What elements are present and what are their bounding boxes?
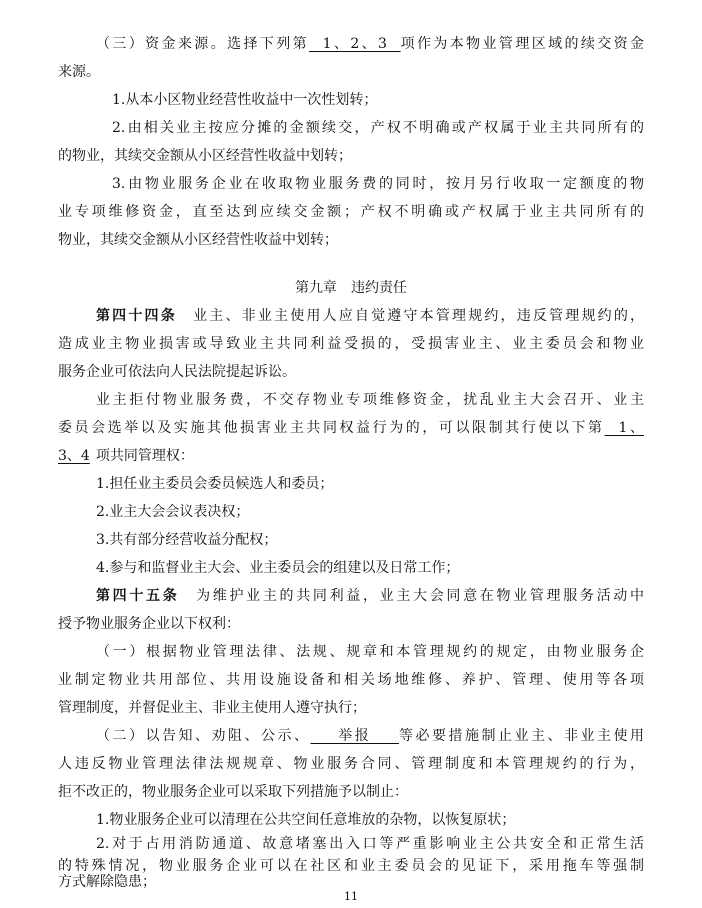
list-item: 2.业主大会会议表决权； [96,504,250,520]
paragraph-line: 物业，其续交金额从小区经营性收益中划转； [58,232,338,248]
paragraph-line: 拒不改正的，物业服务企业可以采取下列措施予以制止： [58,784,408,800]
article-line: 第四十五条 为维护业主的共同利益，业主大会同意在物业管理服务活动中 [96,588,644,604]
paragraph-line: 管理制度，并督促业主、非业主使用人遵守执行； [58,700,366,716]
list-item: 1.从本小区物业经营性收益中一次性划转； [112,92,378,108]
list-item: 3.共有部分经营收益分配权； [96,532,278,548]
article-title: 第四十四条 [96,308,177,324]
article-line: 第四十四条 业主、非业主使用人应自觉遵守本管理规约，违反管理规约的， [96,308,644,324]
paragraph-line: 的特殊情况，物业服务企业可以在社区和业主委员会的见证下，采用拖车等强制 [58,858,644,874]
list-item: 2.由相关业主按应分摊的金额续交，产权不明确或产权属于业主共同所有的 [112,120,644,136]
underlined-blank: 举报 [310,728,400,744]
chapter-heading: 第九章 违约责任 [295,280,407,296]
paragraph-line: 来源。 [58,64,100,80]
paragraph-line: 业制定物业共用部位、共用设施设备和相关场地维修、养护、管理、使用等各项 [58,672,644,688]
paragraph-line: 人违反物业管理法律法规规章、物业服务合同、管理制度和本管理规约的行为， [58,756,644,772]
list-item: 2.对于占用消防通道、故意堵塞出入口等严重影响业主公共安全和正常生活 [96,836,644,852]
list-item: 1.物业服务企业可以清理在公共空间任意堆放的杂物，以恢复原状； [96,812,516,828]
paragraph-line: 方式解除隐患； [58,874,156,890]
paragraph-line: （二）以告知、劝阻、公示、 举报 等必要措施制止业主、非业主使用 [96,728,644,744]
paragraph-line: 服务企业可依法向人民法院提起诉讼。 [58,364,296,380]
page-number: 11 [344,890,358,903]
paragraph-line: 造成业主物业损害或导致业主共同利益受损的，受损害业主、业主委员会和物业 [58,336,644,352]
paragraph-line: （一）根据物业管理法律、法规、规章和本管理规约的规定，由物业服务企 [96,644,644,660]
paragraph-line: 委员会选举以及实施其他损害业主共同权益行为的，可以限制其行使以下第 1、 [58,420,644,436]
list-item: 1.担任业主委员会委员候选人和委员； [96,476,334,492]
paragraph-line: 3、4 项共同管理权： [58,448,194,464]
paragraph-line: 授予物业服务企业以下权利： [58,616,240,632]
paragraph-line: 业专项维修资金，直至达到应续交金额；产权不明确或产权属于业主共同所有的 [58,204,644,220]
underlined-blank: 1、2、3 [309,36,401,52]
list-item: 3.由物业服务企业在收取物业服务费的同时，按月另行收取一定额度的物 [112,176,644,192]
paragraph-line: 业主拒付物业服务费，不交存物业专项维修资金，扰乱业主大会召开、业主 [96,392,644,408]
paragraph-line: （三）资金来源。选择下列第 1、2、3 项作为本物业管理区域的续交资金 [96,36,644,52]
list-item: 4.参与和监督业主大会、业主委员会的组建以及日常工作； [96,560,460,576]
underlined-blank: 3、4 [58,448,90,464]
article-title: 第四十五条 [96,588,180,604]
underlined-blank: 1、 [604,420,644,436]
paragraph-line: 的物业，其续交金额从小区经营性收益中划转； [58,148,352,164]
